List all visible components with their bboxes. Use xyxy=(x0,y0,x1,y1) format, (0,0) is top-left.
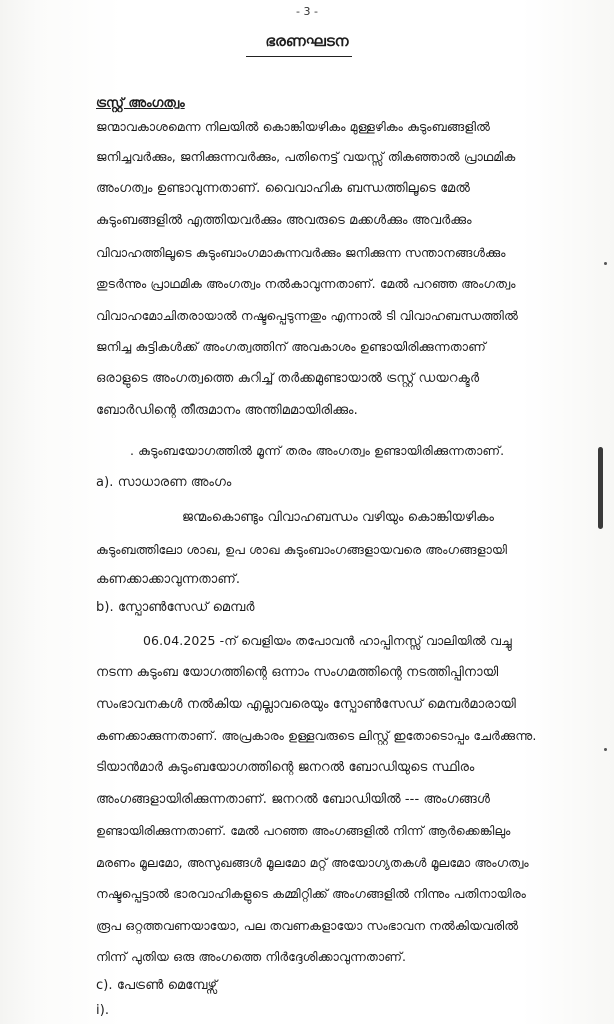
paragraph-line: വിവാഹമോചിതരായാൽ നഷ്ടപ്പെടുന്നതും എന്നാൽ ടി വിവാഹബന്ധത്തിൽ xyxy=(96,308,518,323)
page-number: - 3 - xyxy=(296,5,318,18)
item-b-text-line: മരണം മൂലമോ, അസുഖങ്ങൾ മൂലമോ മറ്റ് അയോഗ്യതകൾ മൂലമോ അംഗത്വം xyxy=(96,855,529,870)
item-b-text-line: നഷ്ടപ്പെട്ടാൽ ഭാരവാഹികളുടെ കമ്മിറ്റിക്ക് അംഗങ്ങളിൽ നിന്നും പതിനായിരം xyxy=(96,886,526,901)
paragraph-line: ബോർഡിന്റെ തീരുമാനം അന്തിമമായിരിക്കും. xyxy=(96,403,358,418)
paragraph-line: ജനിച്ചവർക്കും, ജനിക്കുന്നവർക്കും, പതിനെട്ട് വയസ്സ് തികഞ്ഞാൽ പ്രാഥമിക xyxy=(96,149,516,164)
title-underline xyxy=(246,56,352,57)
paragraph-line: ജന്മാവകാശമെന്ന നിലയിൽ കൊങ്കിയഴികം മുള്ളഴികം കുടുംബങ്ങളിൽ xyxy=(96,119,491,134)
item-i-label: i). xyxy=(96,1003,110,1018)
item-b-text-line: നടന്ന കുടുംബ യോഗത്തിന്റെ ഒന്നാം സംഗമത്തിന്റെ നടത്തിപ്പിനായി xyxy=(96,665,499,680)
item-a-text-line: കണക്കാക്കാവുന്നതാണ്. xyxy=(96,572,241,587)
paragraph-line: ഒരാളുടെ അംഗത്വത്തെ കുറിച്ച് തർക്കമുണ്ടായാൽ ട്രസ്റ്റ് ഡയറക്ടർ xyxy=(96,371,480,386)
paragraph-line: വിവാഹത്തിലൂടെ കുടുംബാംഗമാകുന്നവർക്കും ജനിക്കുന്ന സന്താനങ്ങൾക്കും xyxy=(96,245,506,260)
item-b-text-line: 06.04.2025 -ന് വെളിയം തപോവൻ ഹാപ്പിനസ്സ് വാലിയിൽ വച്ചു xyxy=(143,633,512,648)
scrollbar-thumb[interactable] xyxy=(598,447,603,529)
item-b-text-line: രൂപ ഒറ്റത്തവണയായോ, പല തവണകളായോ സംഭാവന നൽകിയവരിൽ xyxy=(96,918,519,933)
paragraph-line: അംഗത്വം ഉണ്ടാവുന്നതാണ്. വൈവാഹിക ബന്ധത്തിലൂടെ മേൽ xyxy=(96,181,470,196)
item-a-label: a). സാധാരണ അംഗം xyxy=(96,475,232,490)
paragraph-line: തുടർന്നും പ്രാഥമിക അംഗത്വം നൽകാവുന്നതാണ്. മേൽ പറഞ്ഞ അംഗത്വം xyxy=(96,276,516,291)
item-c-label: c). പേട്രൺ മെമ്പേഴ്സ് xyxy=(96,978,218,993)
item-a-text-line: കുടുംബത്തിലോ ശാഖ, ഉപ ശാഖ കുടുംബാംഗങ്ങളായവരെ അംഗങ്ങളായി xyxy=(96,542,508,557)
item-b-text-line: നിന്ന് പുതിയ ഒരു അംഗത്തെ നിർദ്ദേശിക്കാവുന്നതാണ്. xyxy=(96,949,407,964)
item-b-text-line: കണക്കാക്കുന്നതാണ്. അപ്രകാരം ഉള്ളവരുടെ ലിസ്റ്റ് ഇതോടൊപ്പം ചേർക്കുന്നു. xyxy=(96,728,537,743)
membership-types-intro: . കുടുംബയോഗത്തിൽ മൂന്ന് തരം അംഗത്വം ഉണ്ടായിരിക്കുന്നതാണ്. xyxy=(130,443,505,458)
item-b-text-line: ടിയാൻമാർ കുടുംബയോഗത്തിന്റെ ജനറൽ ബോഡിയുടെ സ്ഥിരം xyxy=(96,760,475,775)
item-b-text-line: സംഭാവനകൾ നൽകിയ എല്ലാവരെയും സ്പോൺസേഡ് മെമ്പർമാരായി xyxy=(96,697,516,712)
section-heading: ട്രസ്റ്റ് അംഗത്വം xyxy=(96,96,185,111)
item-b-text-line: അംഗങ്ങളായിരിക്കുന്നതാണ്. ജനറൽ ബോഡിയിൽ --- അംഗങ്ങൾ xyxy=(96,792,491,807)
item-a-text-line: ജന്മംകൊണ്ടും വിവാഹബന്ധം വഴിയും കൊങ്കിയഴികം xyxy=(182,510,495,525)
document-title: ഭരണഘടന xyxy=(265,32,349,50)
paragraph-line: കുടുംബങ്ങളിൽ എത്തിയവർക്കും അവരുടെ മക്കൾക്കും അവർക്കും xyxy=(96,213,472,228)
item-b-text-line: ഉണ്ടായിരിക്കുന്നതാണ്. മേൽ പറഞ്ഞ അംഗങ്ങളിൽ നിന്ന് ആർക്കെങ്കിലും xyxy=(96,823,511,838)
scan-speck xyxy=(604,748,607,751)
scan-speck xyxy=(604,262,607,265)
item-b-label: b). സ്പോൺസേഡ് മെമ്പർ xyxy=(96,600,255,615)
paragraph-line: ജനിച്ച കുട്ടികൾക്ക് അംഗത്വത്തിന് അവകാശം ഉണ്ടായിരിക്കുന്നതാണ് xyxy=(96,339,486,354)
